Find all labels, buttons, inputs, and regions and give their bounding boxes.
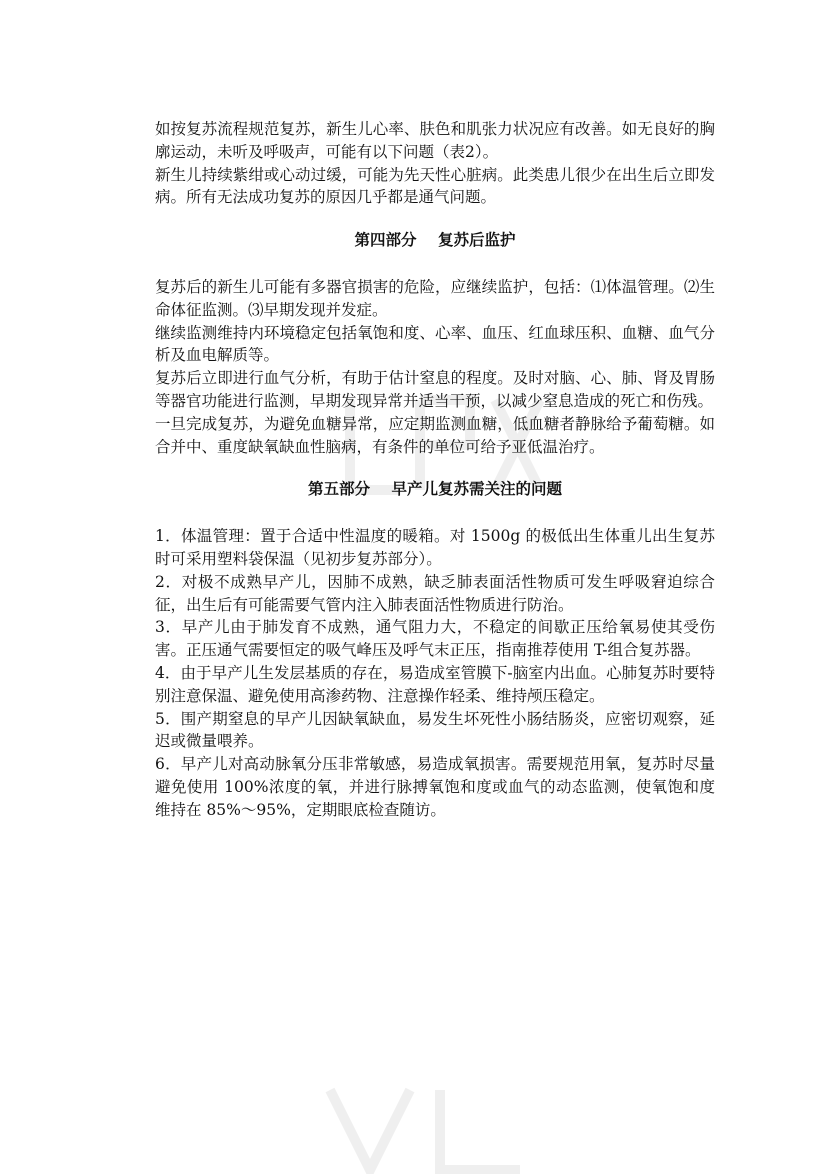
section4-paragraph: 继续监测维持内环境稳定包括氧饱和度、心率、血压、红血球压积、血糖、血气分析及血电解质等。 xyxy=(155,323,715,365)
section5-item: 6．早产儿对高动脉氧分压非常敏感，易造成氧损害。需要规范用氧，复苏时尽量避免使用 100%浓度的氧，并进行脉搏氧饱和度或血气的动态监测，使氧饱和度维持在 85%～95%，定期眼底检查随访。 xyxy=(155,755,715,819)
section4-paragraph: 一旦完成复苏，为避免血糖异常，应定期监测血糖，低血糖者静脉给予葡萄糖。如合并中、重度缺氧缺血性脑病，有条件的单位可给予亚低温治疗。 xyxy=(155,414,715,456)
watermark-graphic-bottom xyxy=(310,1080,550,1174)
section4-heading: 第四部分 复苏后监护 xyxy=(354,231,516,250)
section4-paragraph: 复苏后立即进行血气分析，有助于估计窒息的程度。及时对脑、心、肺、肾及胃肠等器官功能进行监测，早期发现异常并适当干预，以减少窒息造成的死亡和伤残。 xyxy=(155,369,715,410)
document-body xyxy=(155,118,715,822)
section5-item: 2．对极不成熟早产儿，因肺不成熟，缺乏肺表面活性物质可发生呼吸窘迫综合征，出生后有可能需要气管内注入肺表面活性物质进行防治。 xyxy=(155,572,715,614)
section5-item: 5．围产期窒息的早产儿因缺氧缺血，易发生坏死性小肠结肠炎，应密切观察，延迟或微量喂养。 xyxy=(155,709,715,751)
section5-item: 1．体温管理：置于合适中性温度的暖箱。对 1500g 的极低出生体重儿出生复苏时可采用塑料袋保温（见初步复苏部分）。 xyxy=(155,527,715,568)
section3-paragraph: 新生儿持续紫绀或心动过缓，可能为先天性心脏病。此类患儿很少在出生后立即发病。所有无法成功复苏的原因几乎都是通气问题。 xyxy=(155,165,715,207)
section5-item: 4．由于早产儿生发层基质的存在，易造成室管膜下-脑室内出血。心肺复苏时要特别注意保温、避免使用高渗药物、注意操作轻柔、维持颅压稳定。 xyxy=(155,663,715,705)
section5-item: 3．早产儿由于肺发育不成熟，通气阻力大，不稳定的间歇正压给氧易使其受伤害。正压通气需要恒定的吸气峰压及呼气末正压，指南推荐使用 T-组合复苏器。 xyxy=(155,618,715,660)
section3-paragraph: 如按复苏流程规范复苏，新生儿心率、肤色和肌张力状况应有改善。如无良好的胸廓运动，未听及呼吸声，可能有以下问题（表2）。 xyxy=(155,120,715,161)
section5-heading: 第五部分 早产儿复苏需关注的问题 xyxy=(307,480,563,499)
section4-paragraph: 复苏后的新生儿可能有多器官损害的危险，应继续监护，包括：⑴体温管理。⑵生命体征监测。⑶早期发现并发症。 xyxy=(155,277,715,319)
